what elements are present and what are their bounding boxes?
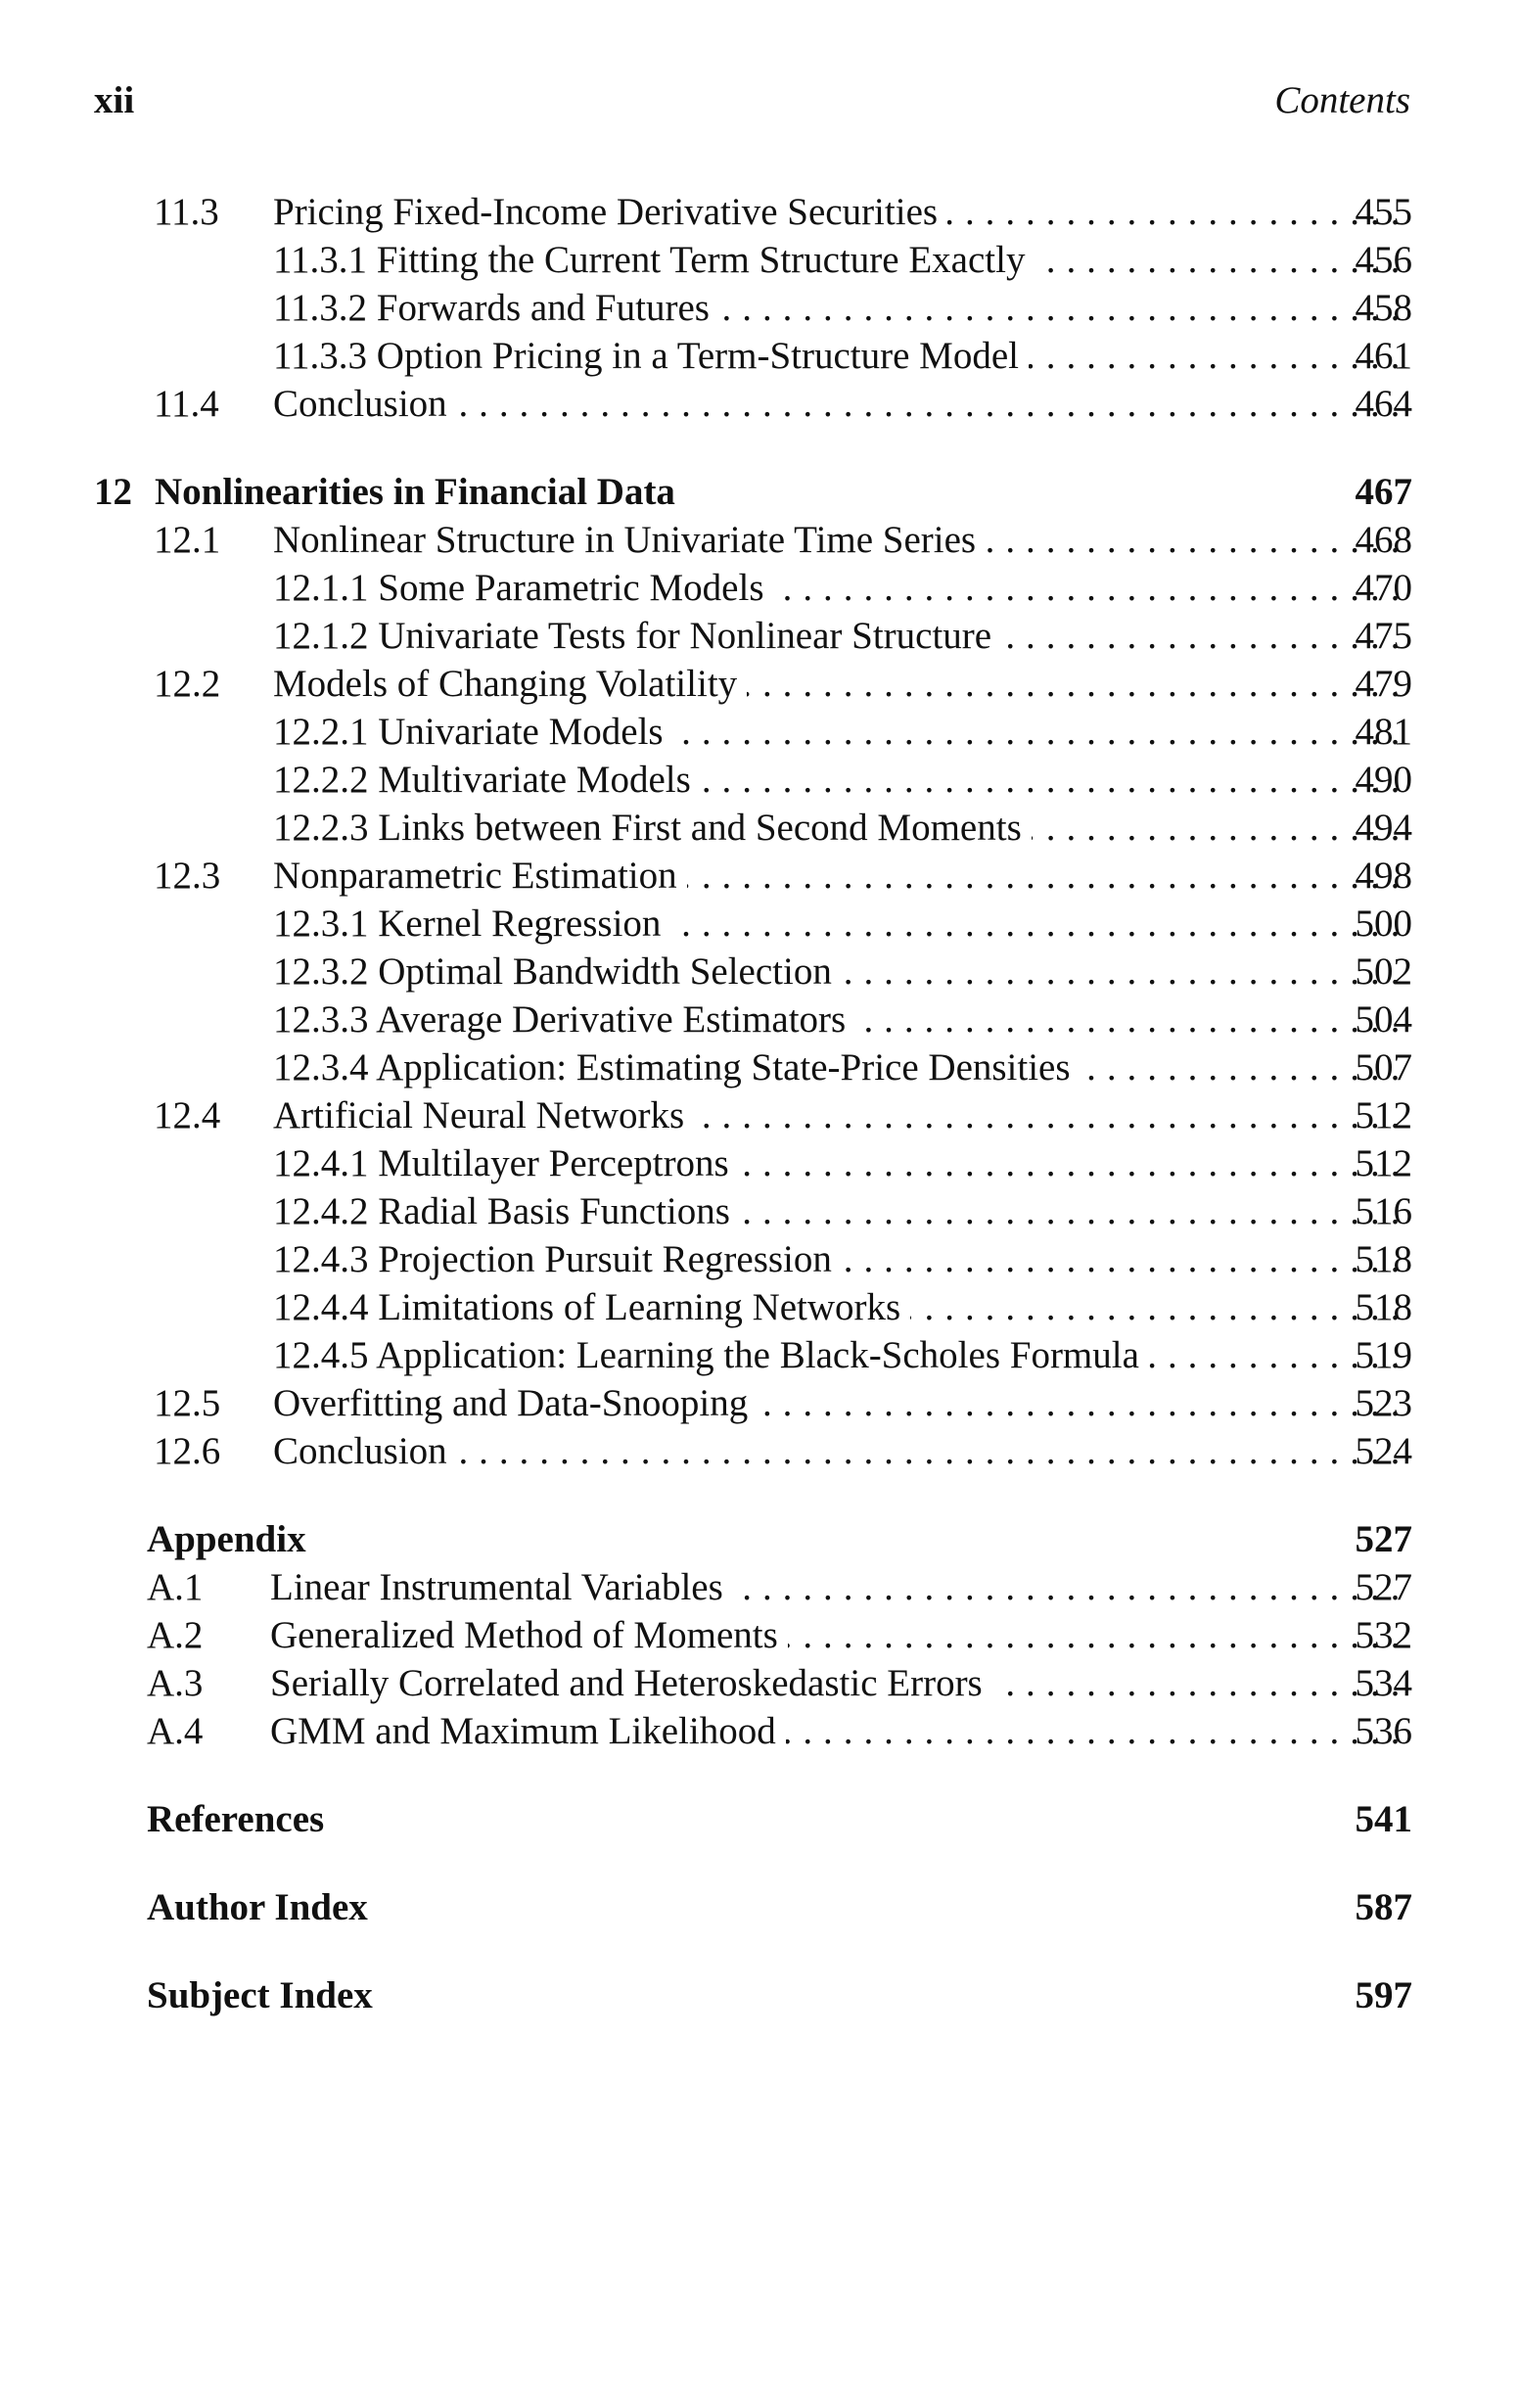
toc-entry-page: 534 xyxy=(1355,1662,1412,1704)
toc-entry-title: 12.1.2 Univariate Tests for Nonlinear Structure xyxy=(273,615,1001,657)
toc-entry-page: 456 xyxy=(1355,239,1412,281)
toc-entry-title-wrap xyxy=(273,756,1401,804)
toc-entry-number: A.4 xyxy=(147,1710,204,1752)
toc-entry-title-wrap xyxy=(147,1795,1401,1843)
toc-entry-title: 12.3.2 Optimal Bandwidth Selection xyxy=(273,950,842,993)
toc-entry-page: 532 xyxy=(1355,1614,1412,1656)
toc-entry-title-wrap xyxy=(270,1707,1401,1755)
toc-entry-page: 527 xyxy=(1355,1518,1412,1560)
toc-entry-title: Conclusion xyxy=(273,1430,457,1472)
table-of-contents xyxy=(0,188,1518,2019)
toc-entry-page: 502 xyxy=(1355,950,1412,993)
toc-entry xyxy=(0,708,1518,756)
toc-entry-title: Conclusion xyxy=(273,383,457,425)
toc-entry-title-wrap xyxy=(273,564,1401,612)
toc-entry-page: 504 xyxy=(1355,998,1412,1041)
toc-entry-title-wrap xyxy=(273,612,1401,660)
toc-entry-title-wrap xyxy=(273,1187,1401,1235)
toc-entry xyxy=(0,1091,1518,1139)
toc-entry-title-wrap xyxy=(147,1971,1401,2019)
toc-entry xyxy=(0,1379,1518,1427)
toc-entry-page: 597 xyxy=(1355,1974,1412,2016)
toc-entry-page: 507 xyxy=(1355,1046,1412,1088)
toc-entry xyxy=(0,1971,1518,2019)
toc-entry xyxy=(0,1515,1518,1563)
toc-entry-title: References xyxy=(147,1798,334,1840)
toc-entry-title: 12.2.2 Multivariate Models xyxy=(273,759,701,801)
toc-entry-title-wrap xyxy=(273,660,1401,708)
toc-entry-page: 470 xyxy=(1355,567,1412,609)
toc-entry-page: 468 xyxy=(1355,519,1412,561)
toc-entry-page: 479 xyxy=(1355,663,1412,705)
toc-entry-title-wrap xyxy=(273,1379,1401,1427)
toc-entry-title: Author Index xyxy=(147,1886,378,1928)
toc-entry-title: GMM and Maximum Likelihood xyxy=(270,1710,786,1752)
toc-entry-title-wrap xyxy=(273,948,1401,996)
toc-entry-page: 518 xyxy=(1355,1286,1412,1328)
toc-entry-number: A.3 xyxy=(147,1662,204,1704)
toc-entry-title-wrap xyxy=(273,900,1401,948)
toc-entry-title: Pricing Fixed-Income Derivative Securities xyxy=(273,191,947,233)
toc-entry-title: Nonparametric Estimation xyxy=(273,855,687,897)
toc-entry-title-wrap xyxy=(155,468,1401,516)
toc-entry-page: 536 xyxy=(1355,1710,1412,1752)
toc-entry-page: 527 xyxy=(1355,1566,1412,1608)
toc-entry xyxy=(0,612,1518,660)
toc-entry-page: 494 xyxy=(1355,807,1412,849)
toc-entry xyxy=(0,1659,1518,1707)
toc-entry xyxy=(0,900,1518,948)
toc-entry-title-wrap xyxy=(273,996,1401,1043)
toc-entry xyxy=(0,1331,1518,1379)
toc-entry-page: 587 xyxy=(1355,1886,1412,1928)
toc-entry xyxy=(0,1563,1518,1611)
toc-entry xyxy=(0,1883,1518,1931)
toc-entry-title: Nonlinear Structure in Univariate Time Series xyxy=(273,519,986,561)
toc-entry xyxy=(0,1235,1518,1283)
toc-entry xyxy=(0,380,1518,428)
toc-entry xyxy=(0,1427,1518,1475)
toc-entry xyxy=(0,332,1518,380)
toc-entry-title-wrap xyxy=(273,1427,1401,1475)
toc-entry-title-wrap xyxy=(273,1331,1401,1379)
toc-entry xyxy=(0,1187,1518,1235)
toc-entry-title: Serially Correlated and Heteroskedastic Errors xyxy=(270,1662,992,1704)
toc-entry xyxy=(0,236,1518,284)
toc-entry xyxy=(0,1139,1518,1187)
toc-entry-page: 490 xyxy=(1355,759,1412,801)
toc-entry-title-wrap xyxy=(147,1515,1401,1563)
toc-entry-page: 519 xyxy=(1355,1334,1412,1376)
toc-entry-page: 512 xyxy=(1355,1094,1412,1136)
toc-entry-title-wrap xyxy=(273,284,1401,332)
toc-entry-title-wrap xyxy=(273,1091,1401,1139)
toc-entry-title: 12.4.1 Multilayer Perceptrons xyxy=(273,1142,739,1184)
toc-entry-title: 12.4.4 Limitations of Learning Networks xyxy=(273,1286,910,1328)
toc-entry-page: 481 xyxy=(1355,711,1412,753)
toc-entry-title-wrap xyxy=(273,1235,1401,1283)
toc-entry-title: Appendix xyxy=(147,1518,316,1560)
toc-entry xyxy=(0,804,1518,852)
toc-entry xyxy=(0,1707,1518,1755)
toc-entry-number: 12.1 xyxy=(154,519,221,561)
toc-entry-number: 12.6 xyxy=(154,1430,221,1472)
toc-entry xyxy=(0,284,1518,332)
toc-entry-title: Linear Instrumental Variables xyxy=(270,1566,733,1608)
toc-entry-number: 12.3 xyxy=(154,855,221,897)
toc-entry xyxy=(0,468,1518,516)
toc-entry-title: 12.3.3 Average Derivative Estimators xyxy=(273,998,855,1041)
toc-entry-title: 12.2.1 Univariate Models xyxy=(273,711,673,753)
toc-entry-title: 11.3.3 Option Pricing in a Term-Structure Model xyxy=(273,335,1029,377)
toc-entry-title-wrap xyxy=(273,188,1401,236)
toc-entry xyxy=(0,564,1518,612)
toc-entry xyxy=(0,188,1518,236)
toc-entry-title-wrap xyxy=(273,380,1401,428)
toc-entry-page: 523 xyxy=(1355,1382,1412,1424)
toc-entry-title: 12.2.3 Links between First and Second Moments xyxy=(273,807,1032,849)
running-head xyxy=(94,78,1410,137)
toc-entry-number: 12 xyxy=(94,471,132,513)
toc-entry-number: 11.3 xyxy=(154,191,219,233)
toc-entry xyxy=(0,660,1518,708)
toc-entry-title: Subject Index xyxy=(147,1974,383,2016)
toc-entry-title-wrap xyxy=(273,516,1401,564)
toc-entry-page: 455 xyxy=(1355,191,1412,233)
toc-entry-title-wrap xyxy=(147,1883,1401,1931)
toc-entry-title-wrap xyxy=(273,236,1401,284)
page-number-label: xii xyxy=(94,79,135,121)
toc-entry-page: 516 xyxy=(1355,1190,1412,1232)
toc-entry xyxy=(0,1283,1518,1331)
toc-entry-title-wrap xyxy=(273,708,1401,756)
running-title: Contents xyxy=(1274,79,1410,121)
toc-entry xyxy=(0,1611,1518,1659)
toc-entry-page: 475 xyxy=(1355,615,1412,657)
toc-entry xyxy=(0,756,1518,804)
toc-entry-title: Artificial Neural Networks xyxy=(273,1094,694,1136)
toc-entry-title: 12.4.2 Radial Basis Functions xyxy=(273,1190,740,1232)
toc-entry xyxy=(0,996,1518,1043)
toc-entry-page: 512 xyxy=(1355,1142,1412,1184)
toc-entry-page: 500 xyxy=(1355,903,1412,945)
toc-entry-number: 12.2 xyxy=(154,663,221,705)
toc-entry xyxy=(0,1795,1518,1843)
toc-entry-page: 464 xyxy=(1355,383,1412,425)
toc-entry-title: 12.4.5 Application: Learning the Black-Scholes Formula xyxy=(273,1334,1149,1376)
toc-entry-page: 518 xyxy=(1355,1238,1412,1280)
toc-entry-title: Overfitting and Data-Snooping xyxy=(273,1382,758,1424)
toc-entry-title-wrap xyxy=(270,1659,1401,1707)
toc-entry xyxy=(0,948,1518,996)
toc-entry-title-wrap xyxy=(270,1563,1401,1611)
toc-entry xyxy=(0,852,1518,900)
toc-entry-title-wrap xyxy=(273,1139,1401,1187)
toc-entry-title-wrap xyxy=(273,804,1401,852)
toc-entry-number: 12.4 xyxy=(154,1094,221,1136)
toc-entry-page: 467 xyxy=(1355,471,1412,513)
toc-entry-page: 524 xyxy=(1355,1430,1412,1472)
toc-entry-number: A.2 xyxy=(147,1614,204,1656)
toc-entry-number: 12.5 xyxy=(154,1382,221,1424)
toc-entry-page: 461 xyxy=(1355,335,1412,377)
toc-entry-title: Generalized Method of Moments xyxy=(270,1614,788,1656)
toc-entry-title: 11.3.2 Forwards and Futures xyxy=(273,287,719,329)
toc-entry-title: Models of Changing Volatility xyxy=(273,663,747,705)
toc-entry xyxy=(0,1043,1518,1091)
toc-entry-title: 11.3.1 Fitting the Current Term Structure Exactly xyxy=(273,239,1035,281)
toc-entry-page: 458 xyxy=(1355,287,1412,329)
toc-entry-title-wrap xyxy=(270,1611,1401,1659)
toc-entry-title-wrap xyxy=(273,1283,1401,1331)
toc-entry-title: 12.1.1 Some Parametric Models xyxy=(273,567,774,609)
toc-entry-title: 12.3.1 Kernel Regression xyxy=(273,903,670,945)
toc-entry-number: A.1 xyxy=(147,1566,204,1608)
toc-entry-page: 541 xyxy=(1355,1798,1412,1840)
toc-entry-title-wrap xyxy=(273,852,1401,900)
toc-entry xyxy=(0,516,1518,564)
toc-entry-title-wrap xyxy=(273,1043,1401,1091)
toc-entry-title-wrap xyxy=(273,332,1401,380)
toc-entry-page: 498 xyxy=(1355,855,1412,897)
toc-entry-title: 12.3.4 Application: Estimating State-Price Densities xyxy=(273,1046,1081,1088)
toc-entry-title: Nonlinearities in Financial Data xyxy=(155,471,685,513)
toc-entry-title: 12.4.3 Projection Pursuit Regression xyxy=(273,1238,842,1280)
toc-entry-number: 11.4 xyxy=(154,383,219,425)
